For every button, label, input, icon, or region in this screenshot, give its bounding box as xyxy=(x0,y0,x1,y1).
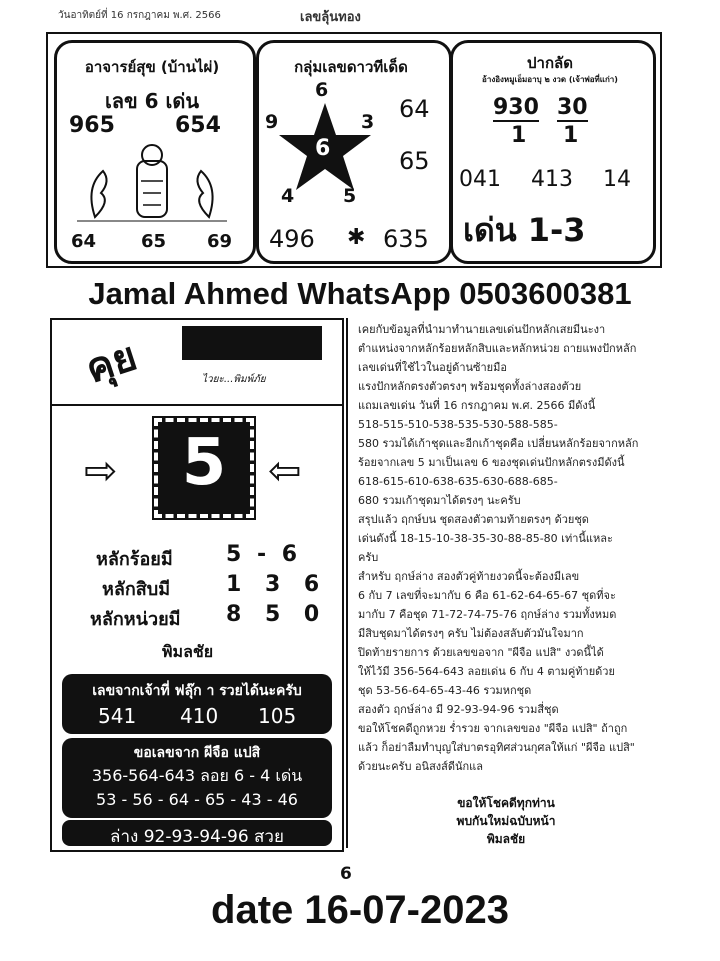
closing-2: พบกันใหม่ฉบับหน้า xyxy=(456,814,556,828)
star-bottom-right-digit: 5 xyxy=(343,185,357,207)
footer-date: date 16-07-2023 xyxy=(211,888,509,932)
article-line: สรุปแล้ว ฤกษ์บน ชุดสองตัวตามท้ายตรงๆ ด้วยชุด xyxy=(358,513,589,526)
star-right-digit: 3 xyxy=(361,111,375,133)
row-tens-label: หลักสิบมี xyxy=(102,579,171,600)
block2-title: ขอเลขจาก ผีจือ แปสิ xyxy=(133,745,261,761)
closing-1: ขอให้โชคดีทุกท่าน xyxy=(457,796,555,810)
panel-star-group xyxy=(256,40,452,264)
panel1-left-num: 965 xyxy=(69,113,115,138)
article-line: 518-515-510-538-535-530-588-585- xyxy=(358,418,558,431)
panel1-bottom-2: 65 xyxy=(141,231,167,252)
block-flook xyxy=(62,674,332,734)
panel2-title: กลุ่มเลขดาวทีเด็ด xyxy=(294,58,408,76)
logo-box xyxy=(62,324,330,400)
panel2-bottom-right: 635 xyxy=(383,225,429,253)
article-line: ด้วยนะครับ อนิสงส์ดีนักแล xyxy=(358,760,484,773)
panel2-bottom-sym: ✱ xyxy=(347,225,366,250)
panel3-frac1-bottom: 1 xyxy=(511,123,527,148)
panel-pak-lad xyxy=(450,40,656,264)
article-line: ให้ไว้มี 356-564-643 ลอยเด่น 6 กับ 4 ตามคู่ท้ายด้วย xyxy=(358,665,615,678)
monk-statue-image xyxy=(77,141,227,225)
article-line: เด่นดังนี้ 18-15-10-38-35-30-88-85-80 เท่านี้แหละ xyxy=(358,532,613,545)
star-top-digit: 6 xyxy=(315,79,329,101)
author-name: พิมลชัย xyxy=(162,642,214,661)
row-tens-value: 1 3 6 xyxy=(226,572,328,597)
article-line: ปิดท้ายรายการ ด้วยเลขขอจาก "ผีจือ แปสิ" งวดนี้ได้ xyxy=(358,646,604,659)
article-line: ร้อยจากเลข 5 มาเป็นเลข 6 ของชุดเด่นปักหลักตรงมีดังนี้ xyxy=(358,456,625,469)
main-digit: 5 xyxy=(181,426,227,500)
block2-line2: 53 - 56 - 64 - 65 - 43 - 46 xyxy=(96,790,298,809)
arrow-right-icon: ⇨ xyxy=(84,448,118,494)
block1-num-1: 541 xyxy=(98,704,137,728)
star-left-digit: 9 xyxy=(265,111,279,133)
block1-num-3: 105 xyxy=(258,704,297,728)
page-number: 6 xyxy=(340,864,352,884)
block2-line1: 356-564-643 ลอย 6 - 4 เด่น xyxy=(91,766,303,785)
article-line: ครับ xyxy=(358,551,379,564)
panel2-right-top: 64 xyxy=(399,95,430,123)
panel3-row-1: 041 xyxy=(459,167,501,192)
article-line: 580 รวมได้เก้าชุดและอีกเก้าชุดคือ เปลี่ยนหลักร้อยจากหลัก xyxy=(358,437,639,450)
panel1-title: อาจารย์สุข (บ้านไผ่) xyxy=(84,58,220,76)
panel3-frac2-top: 30 xyxy=(557,95,588,120)
article-line: ขอให้โชคดีถูกหวย ร่ำรวย จากเลขของ "ผีจือ แปสิ" ถ้าถูก xyxy=(358,722,628,735)
block-phi-jue xyxy=(62,738,332,818)
left-divider xyxy=(52,404,342,406)
panel1-bottom-1: 64 xyxy=(71,231,97,252)
panel2-right-mid: 65 xyxy=(399,147,430,175)
closing-3: พิมลชัย xyxy=(486,832,526,846)
star-bottom-left-digit: 4 xyxy=(281,185,295,207)
row-units-label: หลักหน่วยมี xyxy=(90,609,181,630)
panel1-subtitle: เลข 6 เด่น xyxy=(104,89,200,113)
article-line: 618-615-610-638-635-630-688-685- xyxy=(358,475,558,488)
header-date: วันอาทิตย์ที่ 16 กรกฎาคม พ.ศ. 2566 xyxy=(58,10,221,21)
article-line: มีสิบชุดมาได้ตรงๆ ครับ ไม่ต้องสลับตัวมันใจมาก xyxy=(358,627,584,640)
article-line: แล้ว ก็อย่าลืมทำบุญใส่บาตรอุทิศส่วนกุศลให้แก่ "ผีจือ แปสิ" xyxy=(358,741,635,754)
panel3-frac1-top: 930 xyxy=(493,95,539,120)
panel-ajarn-suk xyxy=(54,40,256,264)
logo-text: คุย xyxy=(80,333,143,393)
article-line: 6 กับ 7 เลขที่จะมากับ 6 คือ 61-62-64-65-67 ชุดที่จะ xyxy=(358,589,616,602)
article-line: มากับ 7 คือชุด 71-72-74-75-76 ฤกษ์ล่าง รวมทั้งหมด xyxy=(358,608,617,621)
star-center-digit: 6 xyxy=(315,136,331,161)
row-units-value: 8 5 0 xyxy=(226,602,328,627)
article-line: สองตัว ฤกษ์ล่าง มี 92-93-94-96 รวมสี่ชุด xyxy=(358,703,559,716)
article-line: สำหรับ ฤกษ์ล่าง สองตัวคู่ท้ายงวดนี้จะต้องมีเลข xyxy=(358,570,580,583)
logo-sub: ไวยะ...พิมพ์ภัย xyxy=(202,374,266,385)
article-line: แรงปักหลักตรงตัวตรงๆ พร้อมชุดทั้งล่างสองตัวย xyxy=(358,380,582,393)
row-hundreds-label: หลักร้อยมี xyxy=(96,549,173,570)
panel1-right-num: 654 xyxy=(175,113,221,138)
logo-banner xyxy=(182,326,322,360)
block3-line: ล่าง 92-93-94-96 สวย xyxy=(110,827,284,847)
article-lines xyxy=(358,320,660,776)
panel3-highlight: เด่น 1-3 xyxy=(463,211,586,249)
block-lower-two xyxy=(62,820,332,846)
panel1-bottom-3: 69 xyxy=(207,231,233,252)
panel3-subtitle: อ้างอิงหมูเอ็มอาบุ ๒ งวด (เจ้าพ่อที่แก่า) xyxy=(482,75,618,84)
article-line: 680 รวมเก้าชุดมาได้ตรงๆ นะครับ xyxy=(358,494,521,507)
block1-num-2: 410 xyxy=(180,704,219,728)
article-line: เลขเด่นที่ใช้ไวในอยู่ด้านซ้ายมือ xyxy=(358,361,507,374)
article-line: ตำแหน่งจากหลักร้อยหลักสิบและหลักหน่วย ถายแพงปักหลัก xyxy=(358,342,637,355)
left-column xyxy=(50,318,344,852)
arrow-left-icon: ⇦ xyxy=(268,448,302,494)
panel3-row-2: 413 xyxy=(531,167,573,192)
block1-title: เลขจากเจ้าที่ ฟลุ๊ก า รวยได้นะครับ xyxy=(92,683,302,699)
panel3-frac2-bottom: 1 xyxy=(563,123,579,148)
right-column xyxy=(346,318,664,848)
article-line: แถมเลขเด่น วันที่ 16 กรกฎาคม พ.ศ. 2566 มีดังนี้ xyxy=(358,399,596,412)
article-line: ชุด 53-56-64-65-43-46 รวมหกชุด xyxy=(358,684,532,697)
main-digit-box xyxy=(154,418,254,518)
article-line: เคยกับข้อมูลที่นำมาทำนายเลขเด่นปักหลักเสยมีนะงา xyxy=(358,323,606,336)
watermark-contact: Jamal Ahmed WhatsApp 0503600381 xyxy=(88,276,632,311)
panel2-bottom-left: 496 xyxy=(269,225,315,253)
row-hundreds-value: 5 - 6 xyxy=(226,542,302,567)
panel3-row-3: 14 xyxy=(603,167,631,192)
header-title: เลขลุ้นทอง xyxy=(300,10,361,25)
panel3-title: ปากลัด xyxy=(527,54,573,72)
